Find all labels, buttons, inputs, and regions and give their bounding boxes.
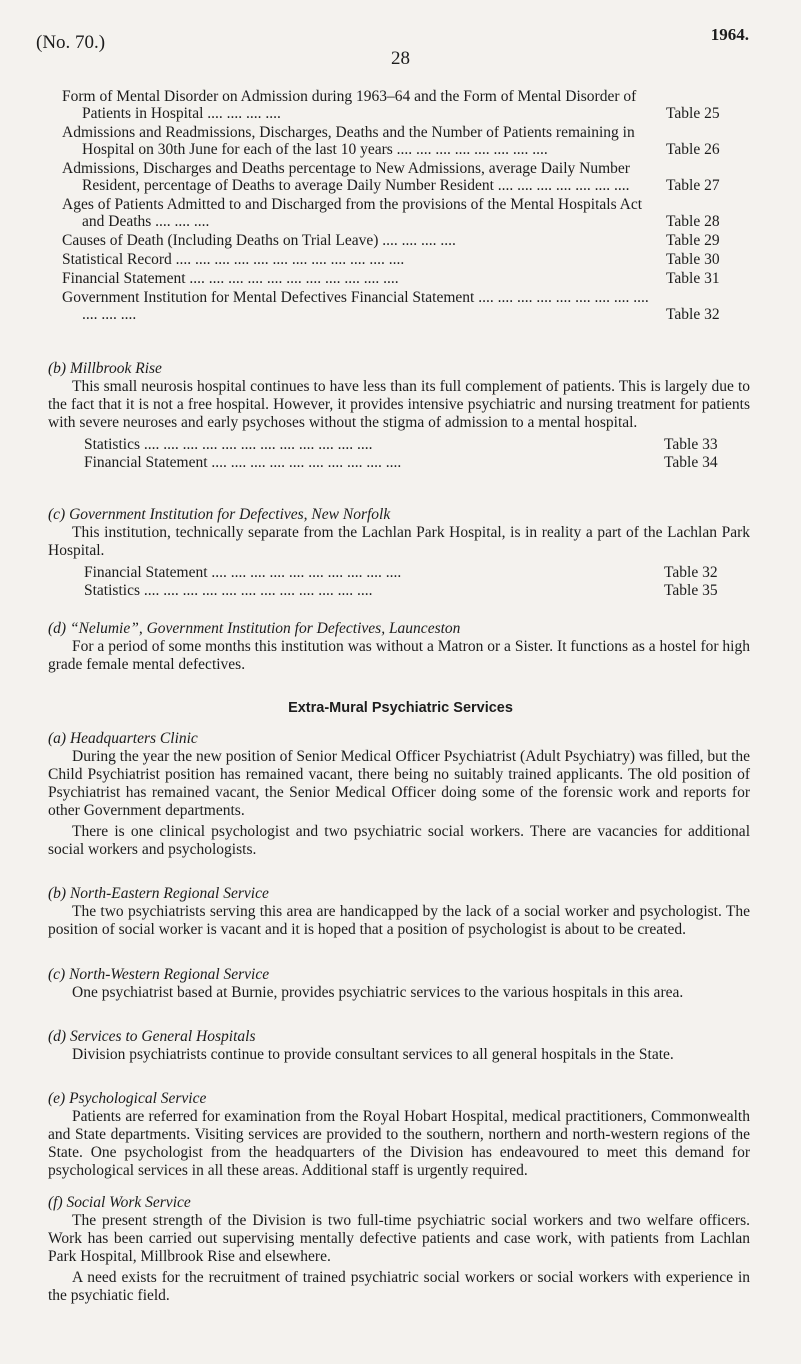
list-item <box>62 232 732 249</box>
section-heading: (c) Government Institution for Defectives, New Norfolk <box>48 506 391 523</box>
section-paragraph: This institution, technically separate from the Lachlan Park Hospital, is in reality a part of the Lachlan Park Hospital. <box>48 524 750 559</box>
list-item <box>62 124 732 158</box>
section-heading: (b) North-Eastern Regional Service <box>48 885 269 902</box>
section-general-hospitals <box>48 1028 750 1064</box>
list-item-label: Financial Statement .... .... .... .... .... .... .... .... .... .... <box>84 564 402 581</box>
document-number: (No. 70.) <box>36 32 106 53</box>
table-reference: Table 25 <box>666 105 720 122</box>
list-item <box>62 196 732 230</box>
section-paragraph: The two psychiatrists serving this area are handicapped by the lack of a social worker and psychologist. The position of social worker is vacant and it is hoped that a position of psychologist is about to be created. <box>48 903 750 938</box>
section-paragraph: The present strength of the Division is two full-time psychiatric social workers and two welfare officers. Work has been carried out supervising mentally defective patients and case work, with patients from Lachlan Park Hospital, Millbrook Rise and elsewhere. <box>48 1212 750 1265</box>
table-reference: Table 28 <box>666 213 720 230</box>
list-item <box>84 564 750 582</box>
list-item-label: Statistics .... .... .... .... .... .... .... .... .... .... .... .... <box>84 582 373 599</box>
page-number: 28 <box>391 48 410 69</box>
section-paragraph: Division psychiatrists continue to provide consultant services to all general hospitals in the State. <box>72 1046 674 1063</box>
section-heading: (d) Services to General Hospitals <box>48 1028 256 1045</box>
section-heading: (f) Social Work Service <box>48 1194 191 1211</box>
section-paragraph: A need exists for the recruitment of trained psychiatric social workers or social workers with experience in the psychiatic field. <box>48 1269 750 1304</box>
section-paragraph: There is one clinical psychologist and two psychiatric social workers. There are vacancies for additional social workers and psychologists. <box>48 823 750 858</box>
list-item <box>62 251 732 268</box>
list-item-text: Financial Statement .... .... .... .... .... .... .... .... .... .... .... <box>62 270 399 287</box>
table-reference: Table 27 <box>666 177 720 194</box>
table-reference: Table 26 <box>666 141 720 158</box>
section-heading: (d) “Nelumie”, Government Institution for Defectives, Launceston <box>48 620 461 637</box>
table-reference: Table 34 <box>664 454 718 471</box>
list-item-label: Financial Statement .... .... .... .... .... .... .... .... .... .... <box>84 454 402 471</box>
table-reference: Table 35 <box>664 582 718 599</box>
list-item-text: Government Institution for Mental Defectives Financial Statement .... .... .... .... .... .... .... .... .... .... .... .... <box>62 289 649 323</box>
list-item-text: Ages of Patients Admitted to and Discharged from the provisions of the Mental Hospitals Act and Deaths .... .... .... <box>62 196 643 230</box>
list-item <box>84 454 750 472</box>
extra-mural-heading: Extra-Mural Psychiatric Services <box>288 700 513 716</box>
section-nelumie <box>48 620 750 674</box>
list-item <box>84 436 750 454</box>
section-paragraph: For a period of some months this institution was without a Matron or a Sister. It functions as a hostel for high grade female mental defectives. <box>48 638 750 673</box>
table-reference: Table 30 <box>666 251 720 268</box>
section-headquarters-clinic <box>48 730 750 859</box>
section-paragraph: During the year the new position of Senior Medical Officer Psychiatrist (Adult Psychiatry) was filled, but the Child Psychiatrist position has remained vacant, there being no suitably trained applicants. The old position of Psychiatrist has remained vacant, the Senior Medical Officer doing some of the forensic work and reports for other Government departments. <box>48 748 750 819</box>
table-reference: Table 29 <box>666 232 720 249</box>
list-item <box>62 270 732 287</box>
list-item <box>62 88 732 122</box>
list-item-text: Statistical Record .... .... .... .... .... .... .... .... .... .... .... .... <box>62 251 405 268</box>
table-reference: Table 31 <box>666 270 720 287</box>
section-psychological-service <box>48 1090 750 1180</box>
section-north-western <box>48 966 750 1002</box>
table-reference: Table 32 <box>666 306 720 323</box>
list-item-text: Admissions, Discharges and Deaths percentage to New Admissions, average Daily Number Resident, percentage of Deaths to average Daily Number Resident .... .... .... .... .... .... .... <box>62 160 630 194</box>
section-paragraph: One psychiatrist based at Burnie, provides psychiatric services to the various hospitals in this area. <box>72 984 684 1001</box>
section-social-work <box>48 1194 750 1305</box>
section-paragraph: This small neurosis hospital continues to have less than its full complement of patients. This is largely due to the fact that it is not a free hospital. However, it provides intensive psychiatric and nursing treatment for patients with severe neuroses and early psychoses without the stigma of admission to a mental hospital. <box>48 378 750 431</box>
section-millbrook-rise <box>48 360 750 472</box>
list-item <box>84 582 750 600</box>
section-new-norfolk <box>48 506 750 600</box>
list-item-label: Statistics .... .... .... .... .... .... .... .... .... .... .... .... <box>84 436 373 453</box>
list-item-text: Admissions and Readmissions, Discharges, Deaths and the Number of Patients remaining in Hospital on 30th June for each of the last 10 years .... .... .... .... .... .... .... .... <box>62 124 635 158</box>
section-paragraph: Patients are referred for examination from the Royal Hobart Hospital, medical practitioners, Commonwealth and State departments. Visiting services are provided to the southern, northern and north-western regions of the State. One psychologist from the headquarters of the Division has endeavoured to meet this demand for psychological services in all these areas. Additional staff is urgently required. <box>48 1108 750 1179</box>
section-heading: (b) Millbrook Rise <box>48 360 162 377</box>
table-list <box>62 88 732 325</box>
table-reference: Table 33 <box>664 436 718 453</box>
section-heading: (c) North-Western Regional Service <box>48 966 270 983</box>
list-item <box>62 160 732 194</box>
section-heading: (e) Psychological Service <box>48 1090 207 1107</box>
section-north-eastern <box>48 885 750 939</box>
list-item <box>62 289 732 323</box>
document-year: 1964. <box>710 25 749 44</box>
table-reference: Table 32 <box>664 564 718 581</box>
section-heading: (a) Headquarters Clinic <box>48 730 198 747</box>
list-item-text: Form of Mental Disorder on Admission during 1963–64 and the Form of Mental Disorder of Patients in Hospital .... .... .... .... <box>62 88 637 122</box>
list-item-text: Causes of Death (Including Deaths on Trial Leave) .... .... .... .... <box>62 232 456 249</box>
